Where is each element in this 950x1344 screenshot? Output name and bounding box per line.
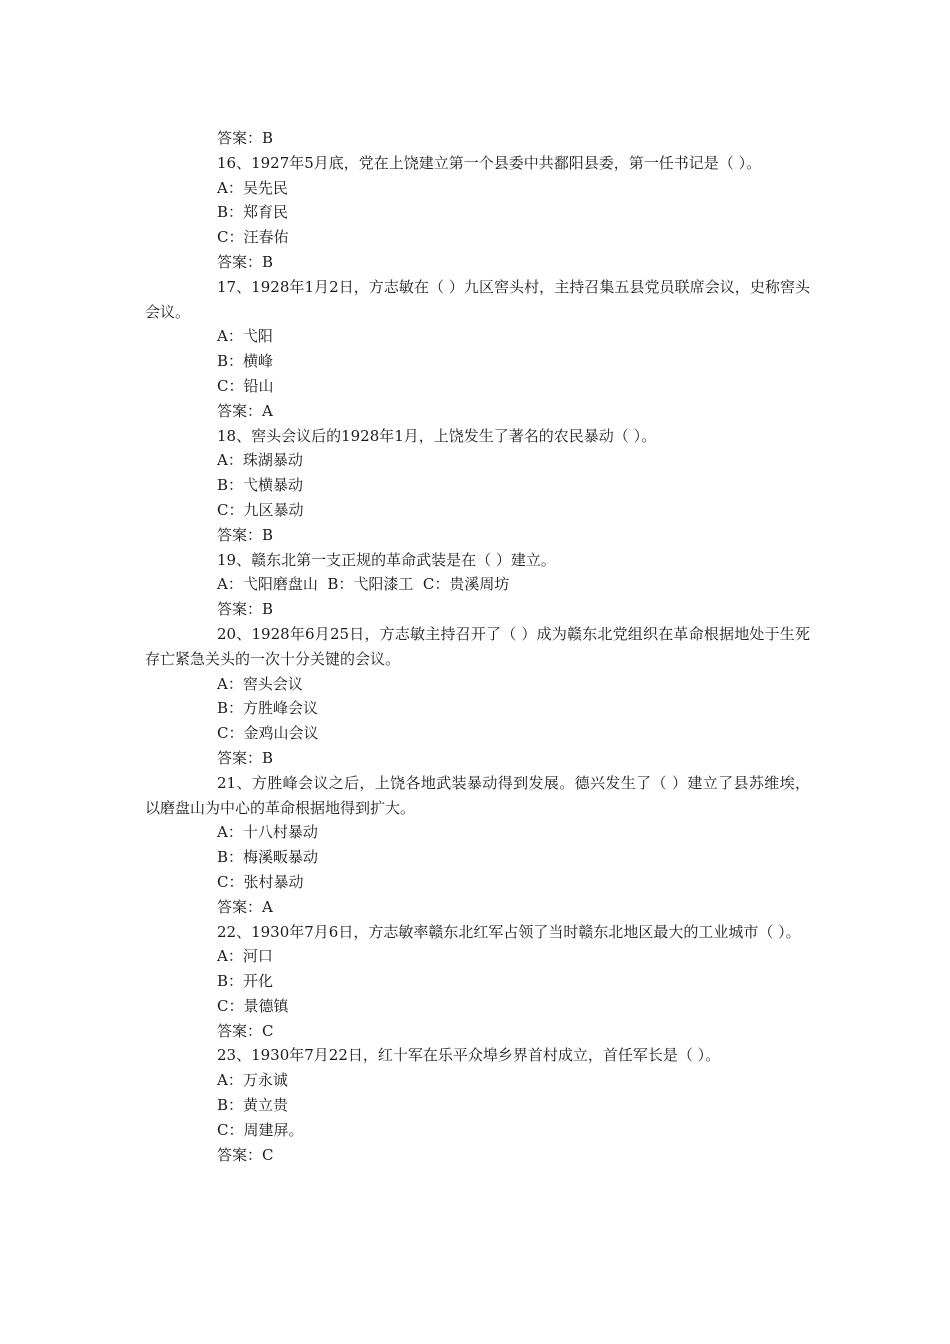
question-list [145, 126, 810, 1167]
question-23-option-a: A：万永诚 [217, 1071, 288, 1090]
question-16-option-a: A：吴先民 [217, 178, 288, 197]
question-16-answer: 答案：B [217, 252, 274, 271]
question-20-stem: 20、1928年6月25日，方志敏主持召开了（ ）成为赣东北党组织在革命根据地处于生死存亡紧急关头的一次十分关键的会议。 [145, 624, 810, 668]
question-16-stem: 16、1927年5月底，党在上饶建立第一个县委中共鄱阳县委，第一任书记是（ ）。 [217, 153, 762, 172]
question-23-answer: 答案：C [217, 1145, 274, 1164]
question-22-option-c: C：景德镇 [217, 996, 289, 1015]
question-21-option-a: A：十八村暴动 [217, 823, 318, 842]
question-22-option-a: A：河口 [217, 947, 273, 966]
question-19-stem: 19、赣东北第一支正规的革命武装是在（ ）建立。 [217, 550, 556, 569]
question-20-option-a: A：窖头会议 [217, 674, 303, 693]
question-21-option-c: C：张村暴动 [217, 872, 304, 891]
question-18-stem: 18、窖头会议后的1928年1月，上饶发生了著名的农民暴动（ ）。 [217, 426, 657, 445]
question-21-stem: 21、方胜峰会议之后，上饶各地武装暴动得到发展。德兴发生了（ ）建立了县苏维埃，以磨盘山为中心的革命根据地得到扩大。 [145, 773, 810, 817]
question-22-option-b: B：开化 [217, 972, 274, 991]
question-17-option-c: C：铅山 [217, 376, 274, 395]
previous-answer: 答案：B [217, 129, 274, 147]
question-20-option-b: B：方胜峰会议 [217, 699, 319, 718]
question-18-answer: 答案：B [217, 525, 274, 544]
question-23-option-c: C：周建屏。 [217, 1120, 304, 1139]
question-18-option-c: C：九区暴动 [217, 500, 304, 519]
question-23-option-b: B：黄立贵 [217, 1096, 289, 1115]
question-16-option-b: B：郑育民 [217, 203, 289, 222]
question-18-option-b: B：弋横暴动 [217, 476, 304, 495]
question-21-option-b: B：梅溪畈暴动 [217, 848, 319, 867]
question-22-answer: 答案：C [217, 1021, 274, 1040]
question-18-option-a: A：珠湖暴动 [217, 451, 303, 470]
question-17-answer: 答案：A [217, 401, 273, 420]
question-17-option-a: A：弋阳 [217, 327, 273, 346]
question-21-answer: 答案：A [217, 897, 273, 916]
question-19-options: A：弋阳磨盘山 B：弋阳漆工 C：贵溪周坊 [217, 575, 510, 594]
question-20-option-c: C：金鸡山会议 [217, 724, 319, 743]
question-17-option-b: B：横峰 [217, 352, 274, 371]
question-22-stem: 22、1930年7月6日，方志敏率赣东北红军占领了当时赣东北地区最大的工业城市（ ）。 [217, 922, 801, 941]
question-17-stem: 17、1928年1月2日，方志敏在（ ）九区窖头村，主持召集五县党员联席会议，史称窖头会议。 [145, 277, 810, 321]
question-19-answer: 答案：B [217, 600, 274, 619]
question-16-option-c: C：汪春佑 [217, 228, 289, 247]
question-23-stem: 23、1930年7月22日，红十军在乐平众埠乡界首村成立，首任军长是（ ）。 [217, 1046, 721, 1065]
question-20-answer: 答案：B [217, 748, 274, 767]
